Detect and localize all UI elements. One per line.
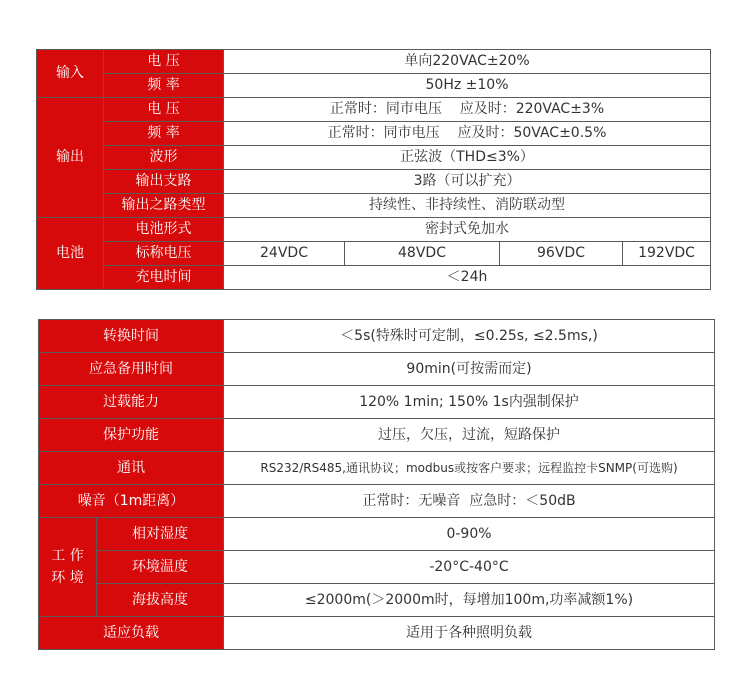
output-voltage-label: 电 压	[104, 98, 224, 122]
temperature-value: -20°C-40°C	[224, 551, 715, 584]
switch-time-value: ＜5s(特殊时可定制，≤0.25s, ≤2.5ms,)	[224, 320, 715, 353]
protection-value: 过压，欠压，过流，短路保护	[224, 419, 715, 452]
table-row	[39, 419, 715, 452]
table-row	[37, 98, 711, 122]
input-freq-value: 50Hz ±10%	[224, 74, 711, 98]
table-row	[39, 518, 715, 551]
nominal-voltage-96: 96VDC	[500, 242, 623, 266]
backup-time-label: 应急备用时间	[39, 353, 224, 386]
communication-value: RS232/RS485,通讯协议；modbus或按客户要求；远程监控卡SNMP(可选购)	[224, 452, 715, 485]
charge-time-value: ＜24h	[224, 266, 711, 290]
humidity-value: 0-90%	[224, 518, 715, 551]
load-label: 适应负载	[39, 617, 224, 650]
protection-label: 保护功能	[39, 419, 224, 452]
waveform-value: 正弦波（THD≤3%）	[224, 146, 711, 170]
table-row	[37, 218, 711, 242]
load-value: 适用于各种照明负载	[224, 617, 715, 650]
input-freq-label: 频 率	[104, 74, 224, 98]
switch-time-label: 转换时间	[39, 320, 224, 353]
table-row	[39, 353, 715, 386]
table-row	[37, 242, 711, 266]
battery-group-label: 电池	[37, 218, 104, 290]
table-row	[37, 170, 711, 194]
temperature-label: 环境温度	[97, 551, 224, 584]
table-row	[37, 194, 711, 218]
output-group-label: 输出	[37, 98, 104, 218]
input-voltage-label: 电 压	[104, 50, 224, 74]
waveform-label: 波形	[104, 146, 224, 170]
humidity-label: 相对湿度	[97, 518, 224, 551]
table-row	[37, 266, 711, 290]
table-row	[39, 452, 715, 485]
altitude-value: ≤2000m(＞2000m时，每增加100m,功率减额1%)	[224, 584, 715, 617]
nominal-voltage-24: 24VDC	[224, 242, 345, 266]
table-row	[39, 320, 715, 353]
output-freq-value: 正常时：同市电压 应及时：50VAC±0.5%	[224, 122, 711, 146]
input-voltage-value: 单向220VAC±20%	[224, 50, 711, 74]
nominal-voltage-48: 48VDC	[345, 242, 500, 266]
output-voltage-value: 正常时：同市电压 应及时：220VAC±3%	[224, 98, 711, 122]
nominal-voltage-label: 标称电压	[104, 242, 224, 266]
branch-type-value: 持续性、非持续性、消防联动型	[224, 194, 711, 218]
backup-time-value: 90min(可按需而定)	[224, 353, 715, 386]
table-row	[39, 551, 715, 584]
table-row	[39, 485, 715, 518]
table-row	[37, 146, 711, 170]
table-row	[39, 386, 715, 419]
table-row	[39, 584, 715, 617]
nominal-voltage-192: 192VDC	[623, 242, 711, 266]
table-row	[37, 122, 711, 146]
overload-value: 120% 1min; 150% 1s内强制保护	[224, 386, 715, 419]
battery-form-label: 电池形式	[104, 218, 224, 242]
spec-table-electrical	[36, 49, 711, 290]
table-row	[37, 50, 711, 74]
noise-value: 正常时：无噪音 应急时：＜50dB	[224, 485, 715, 518]
environment-group-line1: 工 作	[51, 548, 84, 564]
table-row	[39, 617, 715, 650]
charge-time-label: 充电时间	[104, 266, 224, 290]
branch-value: 3路（可以扩充）	[224, 170, 711, 194]
table-row	[37, 74, 711, 98]
output-freq-label: 频 率	[104, 122, 224, 146]
battery-form-value: 密封式免加水	[224, 218, 711, 242]
spec-table-performance	[38, 319, 715, 650]
altitude-label: 海拔高度	[97, 584, 224, 617]
communication-label: 通讯	[39, 452, 224, 485]
overload-label: 过载能力	[39, 386, 224, 419]
noise-label: 噪音（1m距离）	[39, 485, 224, 518]
branch-type-label: 输出之路类型	[104, 194, 224, 218]
input-group-label: 输入	[37, 50, 104, 98]
environment-group-line2: 环 境	[51, 570, 84, 586]
environment-group-label	[39, 518, 97, 617]
branch-label: 输出支路	[104, 170, 224, 194]
